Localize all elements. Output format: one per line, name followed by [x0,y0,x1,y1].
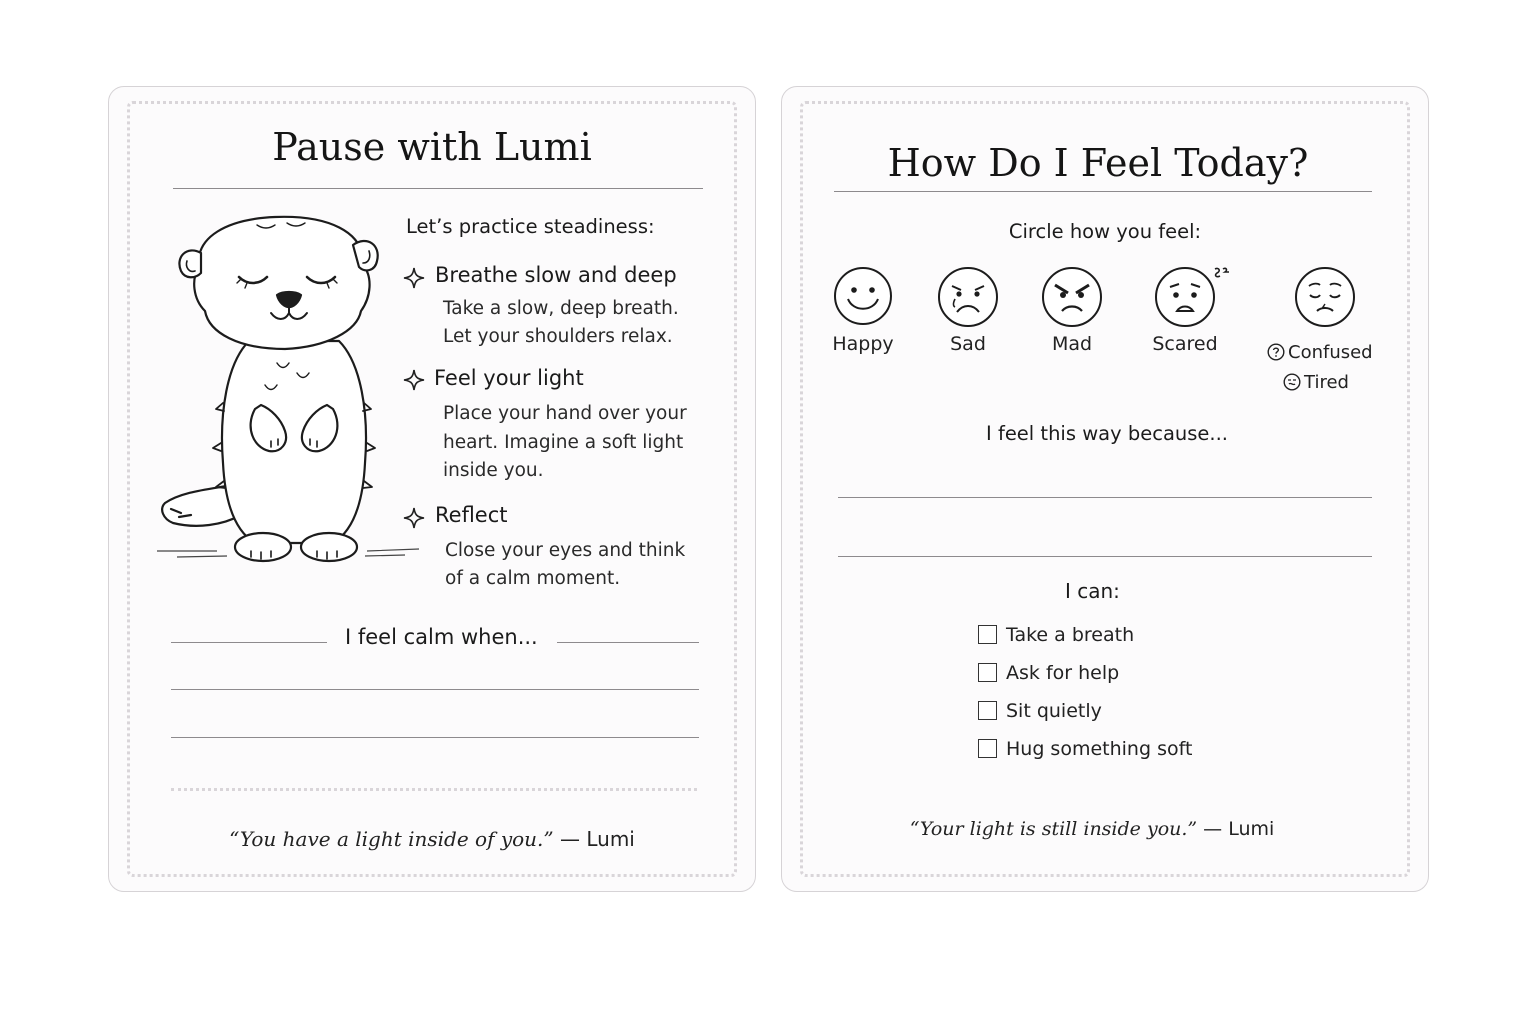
sad-face-icon[interactable] [937,266,999,328]
step-3-line-1: Close your eyes and think [445,540,686,561]
prompt-rule-left [171,642,327,643]
step-1-line-2: Let your shoulders relax. [443,326,673,347]
option-label: Hug something soft [1006,738,1193,760]
right-quote-text: “Your light is still inside you.” [909,818,1198,840]
step-2-line-2: heart. Imagine a soft light [443,432,684,453]
checkbox[interactable] [978,701,997,720]
how-do-i-feel-card [781,86,1429,892]
i-can-heading: I can: [1065,579,1120,603]
step-2-line-1: Place your hand over your [443,403,687,424]
scared-label: Scared [1152,333,1218,355]
calm-prompt: I feel calm when... [345,625,538,649]
prompt-rule-right [557,642,699,643]
option-hug-something-soft[interactable] [978,738,1192,760]
otter-illustration [157,213,419,563]
step-2-heading: Feel your light [434,366,584,390]
step-1-heading: Breathe slow and deep [435,263,677,287]
step-3-heading: Reflect [435,503,508,527]
writing-line-2[interactable] [171,737,699,738]
happy-face-icon[interactable] [833,266,893,326]
title-divider [834,191,1372,192]
because-prompt: I feel this way because... [986,422,1228,445]
tired-face-icon[interactable] [1293,266,1357,328]
because-line-2[interactable] [838,556,1372,557]
question-mark-icon [1267,343,1285,361]
left-quote-text: “You have a light inside of you.” [229,827,554,851]
step-3-line-2: of a calm moment. [445,568,621,589]
checkbox[interactable] [978,739,997,758]
right-card-title: How Do I Feel Today? [887,141,1309,185]
right-quote-author: — Lumi [1197,818,1275,840]
title-divider [173,188,703,189]
sparkle-icon [403,369,425,391]
tired-option[interactable] [1283,372,1349,393]
checkbox[interactable] [978,625,997,644]
option-ask-for-help[interactable] [978,662,1119,684]
circle-instruction: Circle how you feel: [1008,220,1202,243]
sparkle-icon [403,507,425,529]
right-quote [756,818,1428,840]
step-2-line-3: inside you. [443,460,544,481]
confused-option[interactable] [1267,342,1373,363]
option-take-a-breath[interactable] [978,624,1134,646]
happy-label: Happy [832,333,894,355]
mad-label: Mad [1051,333,1093,355]
option-label: Sit quietly [1006,700,1102,722]
mad-face-icon[interactable] [1041,266,1103,328]
sad-label: Sad [950,333,986,355]
option-label: Ask for help [1006,662,1120,684]
writing-line-1[interactable] [171,689,699,690]
option-sit-quietly[interactable] [978,700,1102,722]
scared-face-icon[interactable] [1153,263,1233,329]
intro-text: Let’s practice steadiness: [406,215,655,238]
left-card-title: Pause with Lumi [272,125,592,169]
pause-with-lumi-card [108,86,756,892]
confused-label: Confused [1288,342,1373,363]
left-quote [109,827,755,851]
left-quote-author: — Lumi [553,827,635,851]
tired-face-icon [1283,373,1301,391]
checkbox[interactable] [978,663,997,682]
because-line-1[interactable] [838,497,1372,498]
tired-label: Tired [1304,372,1349,393]
option-label: Take a breath [1006,624,1135,646]
step-1-line-1: Take a slow, deep breath. [443,298,679,319]
dotted-divider [171,788,697,791]
sparkle-icon [403,267,425,289]
dotted-border [800,101,1410,877]
